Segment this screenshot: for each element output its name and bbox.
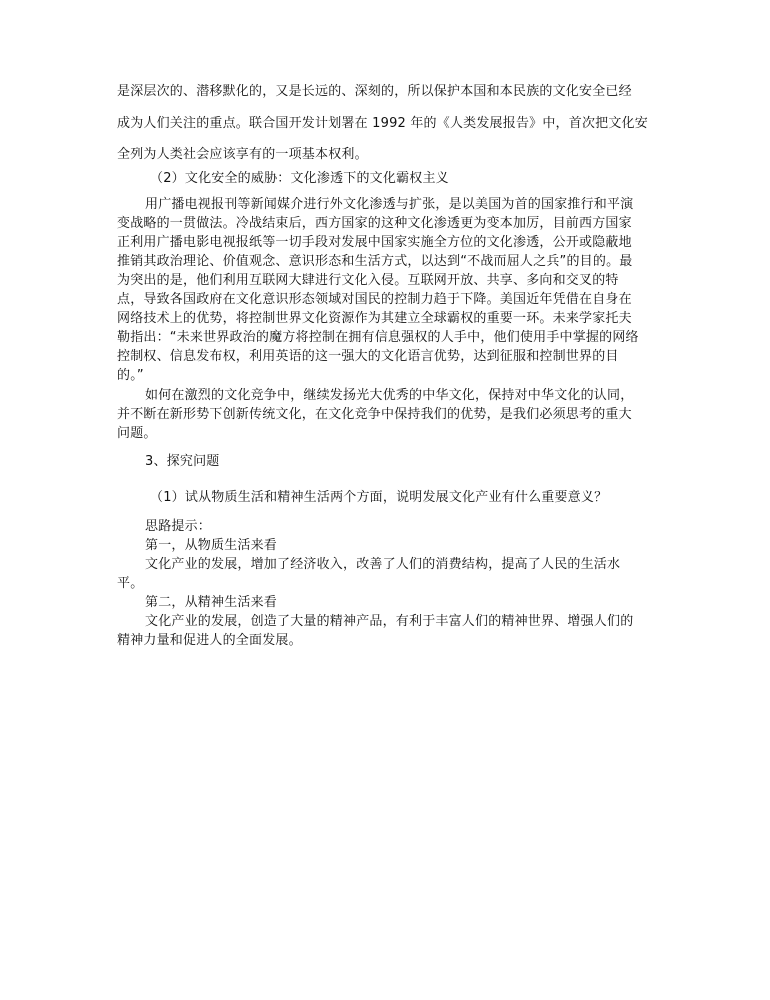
paragraph-line: 平。 — [117, 576, 144, 591]
intro-line-3: 全列为人类社会应该享有的一项基本权利。 — [117, 147, 368, 162]
section-3-heading: 3、探究问题 — [145, 454, 220, 469]
paragraph-line: 用广播电视报刊等新闻媒介进行外文化渗透与扩张，是以美国为首的国家推行和平演 — [145, 197, 634, 212]
paragraph-line: 控制权、信息发布权，利用英语的这一强大的文化语言优势，达到征服和控制世界的目 — [117, 349, 619, 364]
paragraph-line: 点，导致各国政府在文化意识形态领域对国民的控制力趋于下降。美国近年凭借在自身在 — [117, 292, 632, 307]
section-2-heading: （2）文化安全的威胁：文化渗透下的文化霸权主义 — [150, 171, 449, 186]
paragraph-line: 推销其政治理论、价值观念、意识形态和生活方式，以达到“不战而屈人之兵”的目的。最 — [117, 254, 633, 269]
hint-label: 思路提示： — [145, 519, 212, 534]
question-text: （1）试从物质生活和精神生活两个方面，说明发展文化产业有什么重要意义？ — [150, 490, 608, 505]
paragraph-line: 网络技术上的优势，将控制世界文化资源作为其建立全球霸权的重要一环。未来学家托夫 — [117, 311, 632, 326]
paragraph-line: 为突出的是，他们利用互联网大肆进行文化入侵。互联网开放、共享、多向和交叉的特 — [117, 273, 619, 288]
paragraph-line: 勒指出：“未来世界政治的魔方将控制在拥有信息强权的人手中，他们使用手中掌握的网络 — [117, 330, 639, 345]
intro-line-2: 成为人们关注的重点。联合国开发计划署在 1992 年的《人类发展报告》中，首次把文化安 — [117, 116, 648, 131]
paragraph-line: 文化产业的发展，增加了经济收入，改善了人们的消费结构，提高了人民的生活水 — [145, 557, 621, 572]
paragraph-line: 并不断在新形势下创新传统文化，在文化竞争中保持我们的优势，是我们必须思考的重大 — [117, 407, 632, 422]
paragraph-line: 文化产业的发展，创造了大量的精神产品，有利于丰富人们的精神世界、增强人们的 — [145, 614, 634, 629]
point-2-title: 第二，从精神生活来看 — [145, 595, 278, 610]
paragraph-line: 正利用广播电影电视报纸等一切手段对发展中国家实施全方位的文化渗透，公开或隐蔽地 — [117, 235, 632, 250]
paragraph-line: 如何在激烈的文化竞争中，继续发扬光大优秀的中华文化，保持对中华文化的认同， — [145, 388, 634, 403]
paragraph-line: 精神力量和促进人的全面发展。 — [117, 633, 302, 648]
paragraph-line: 问题。 — [117, 426, 157, 441]
paragraph-line: 的。” — [117, 368, 144, 383]
paragraph-line: 变战略的一贯做法。冷战结束后，西方国家的这种文化渗透更为变本加厉，目前西方国家 — [117, 216, 632, 231]
intro-line-1: 是深层次的、潜移默化的，又是长远的、深刻的，所以保护本国和本民族的文化安全已经 — [117, 84, 632, 99]
point-1-title: 第一，从物质生活来看 — [145, 538, 278, 553]
